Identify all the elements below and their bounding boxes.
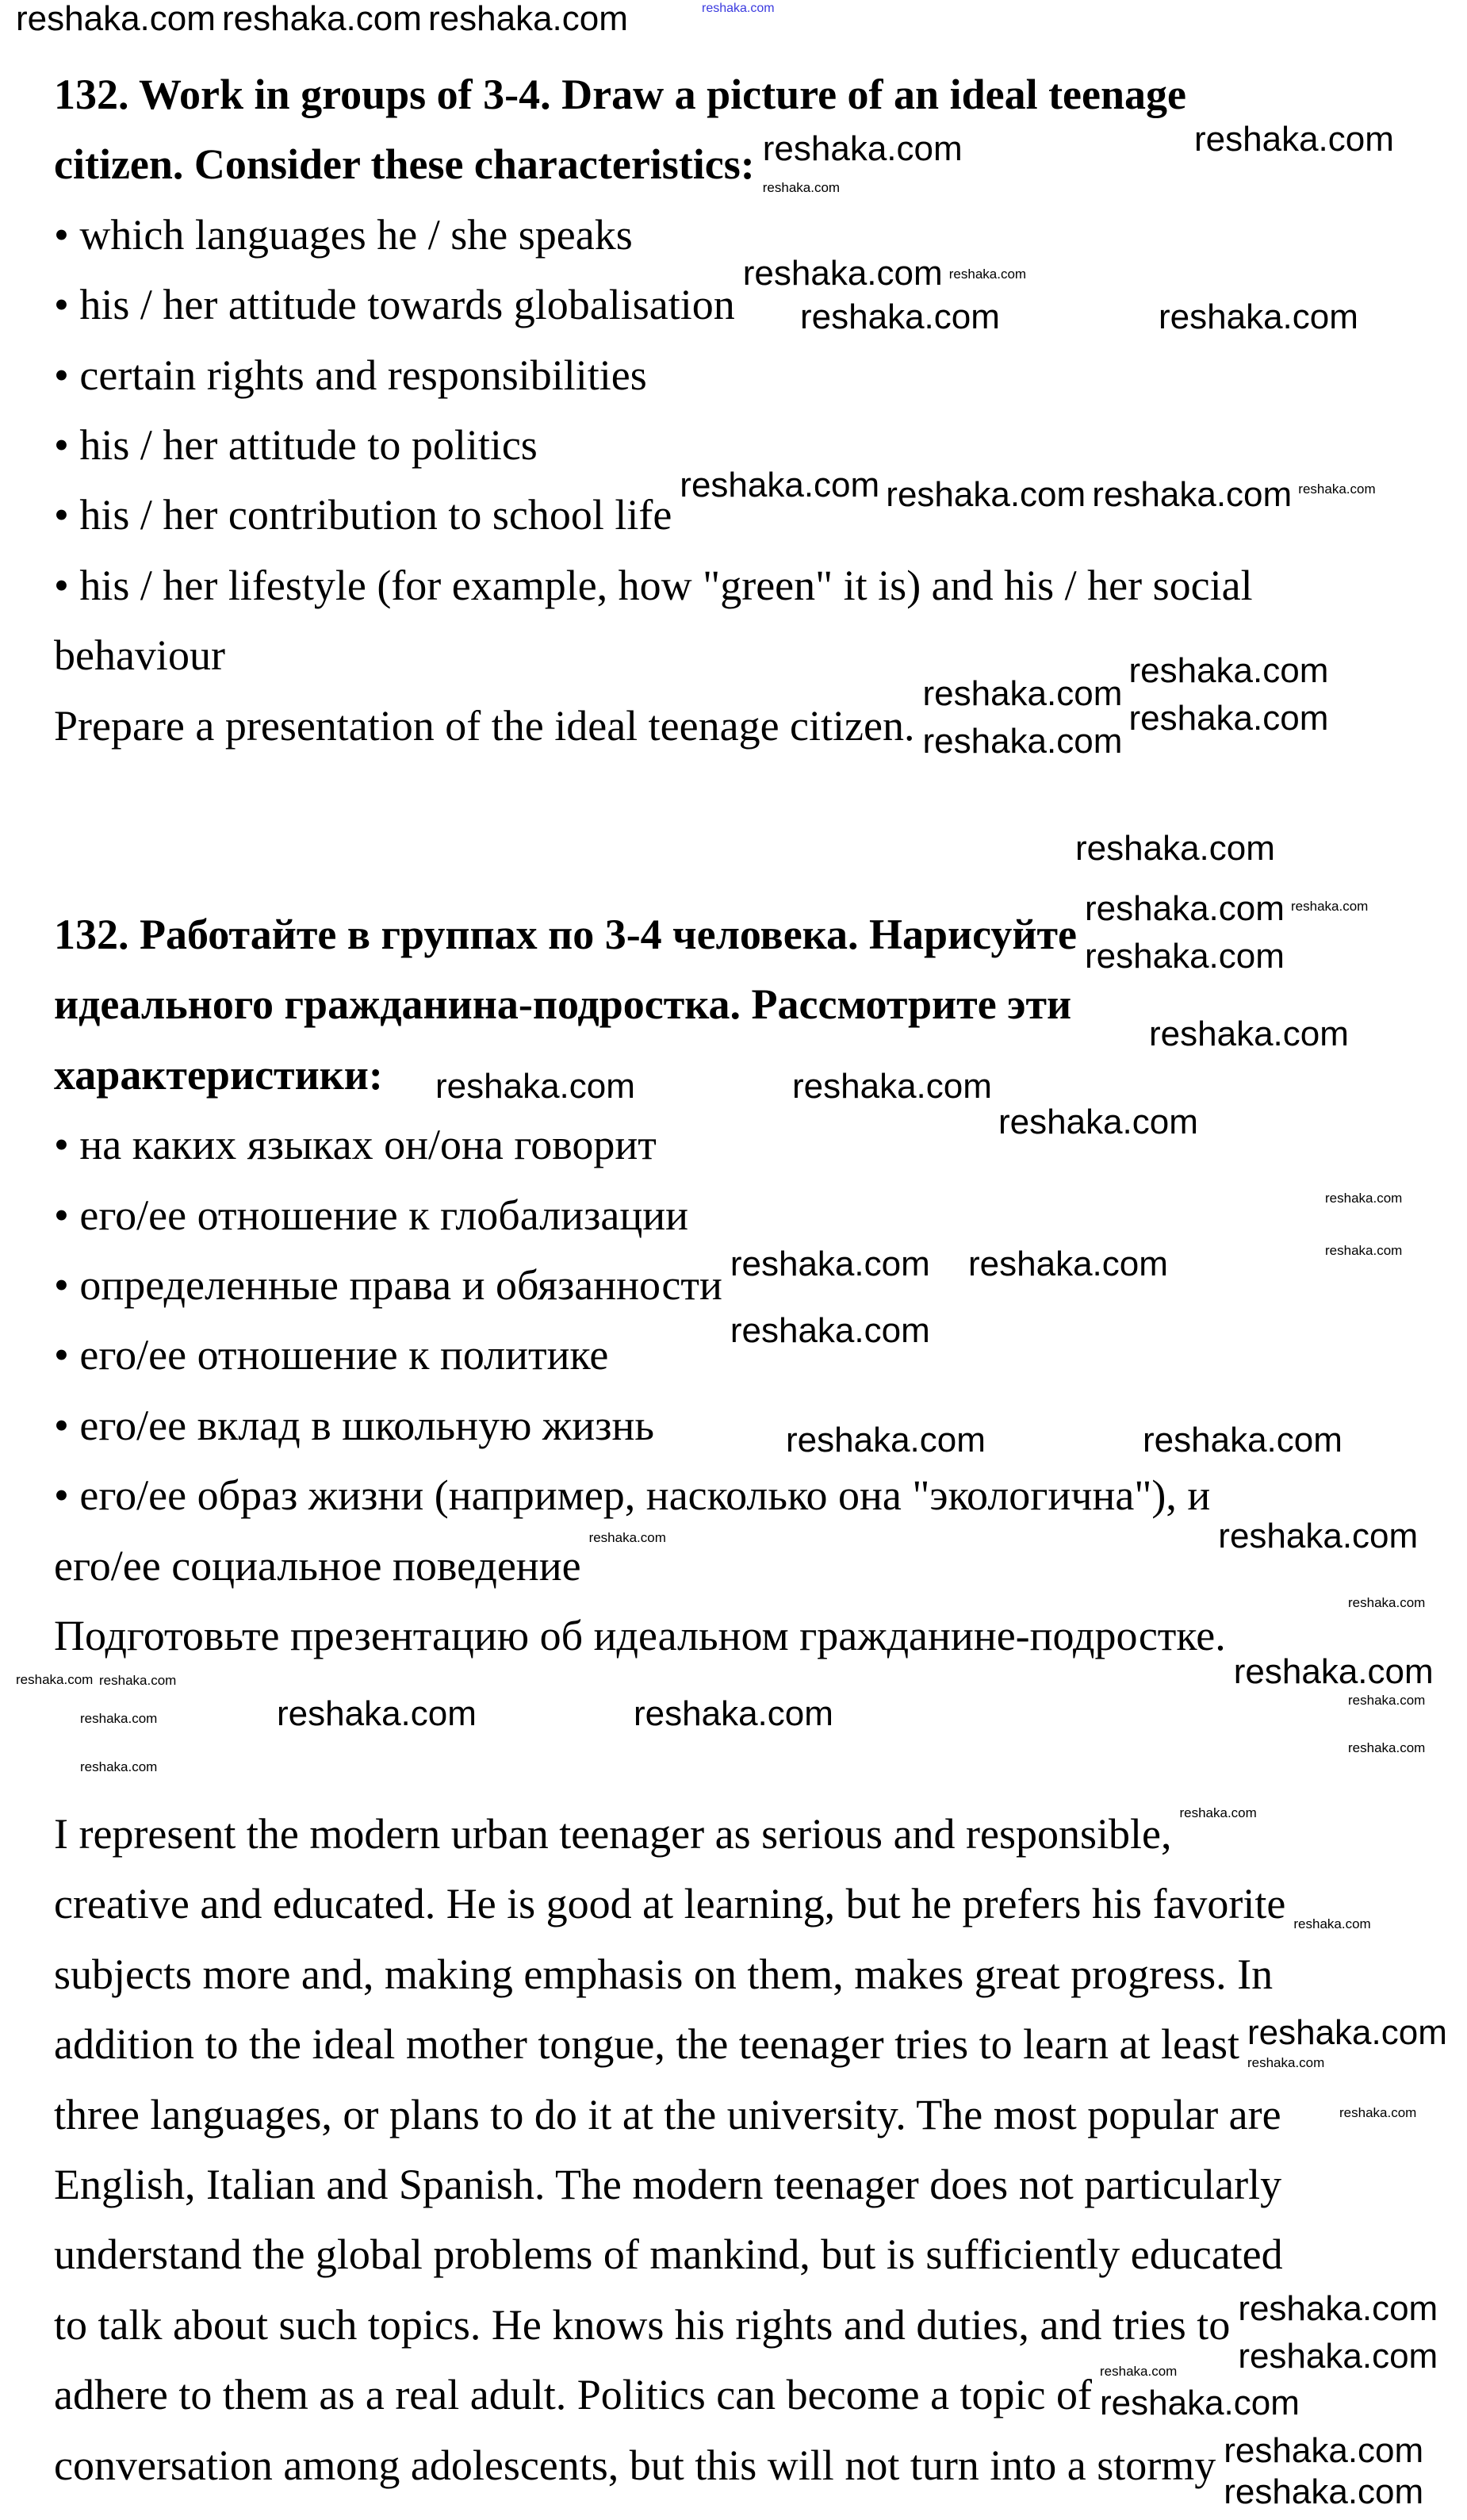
watermark: reshaka.com: [1238, 2289, 1438, 2328]
task-heading: идеального гражданина-подростка. Рассмотрите эти: [54, 980, 1072, 1029]
task-instruction: Prepare a presentation of the ideal teenage citizen.: [54, 701, 915, 750]
task-item: • certain rights and responsibilities: [54, 351, 647, 399]
answer-line: conversation among adolescents, but this will not turn into a stormy: [54, 2441, 1216, 2489]
watermark: reshaka.com: [1325, 1243, 1403, 1258]
watermark: reshaka.com: [16, 0, 216, 38]
task-instruction: Подготовьте презентацию об идеальном гражданине-подростке.: [54, 1612, 1226, 1660]
task-item: • его/ее образ жизни (например, насколько она "экологична"), и: [54, 1471, 1211, 1520]
task-russian: [54, 899, 1226, 1670]
watermark: reshaka.com: [435, 1067, 635, 1106]
watermark: reshaka.com: [730, 1311, 930, 1350]
watermark: reshaka.com: [1238, 2337, 1438, 2376]
watermark: reshaka.com: [428, 0, 628, 38]
answer-line: I represent the modern urban teenager as serious and responsible,: [54, 1810, 1172, 1858]
task-item: • his / her attitude towards globalisation: [54, 281, 735, 329]
task-item: • which languages he / she speaks: [54, 210, 633, 259]
task-item: • на каких языках он/она говорит: [54, 1121, 657, 1169]
answer-line: three languages, or plans to do it at the university. The most popular are: [54, 2090, 1281, 2138]
task-item: • определенные права и обязанности: [54, 1261, 722, 1310]
watermark: reshaka.com: [80, 1759, 158, 1774]
answer-line: understand the global problems of mankind, but is sufficiently educated: [54, 2230, 1283, 2279]
watermark: reshaka.com: [800, 297, 1000, 336]
watermark: reshaka.com: [742, 254, 943, 293]
watermark: reshaka.com: [1339, 2105, 1417, 2120]
watermark: reshaka.com: [1075, 829, 1275, 868]
task-item: • his / her attitude to politics: [54, 421, 538, 470]
task-item: • his / her contribution to school life: [54, 491, 672, 539]
answer-line: creative and educated. He is good at learning, but he prefers his favorite: [54, 1880, 1286, 1928]
task-item: • его/ее отношение к политике: [54, 1331, 609, 1379]
watermark: reshaka.com: [1233, 1652, 1434, 1691]
watermark: reshaka.com: [1348, 1693, 1426, 1708]
watermark: reshaka.com: [968, 1245, 1168, 1283]
watermark: reshaka.com: [680, 466, 880, 504]
watermark: reshaka.com: [1128, 699, 1329, 738]
watermark: reshaka.com: [588, 1530, 666, 1545]
watermark: reshaka.com: [1143, 1421, 1343, 1459]
watermark: reshaka.com: [80, 1711, 158, 1726]
watermark: reshaka.com: [1247, 2013, 1447, 2052]
watermark: reshaka.com: [1348, 1740, 1426, 1755]
watermark: reshaka.com: [1194, 120, 1394, 159]
watermark: reshaka.com: [1224, 2431, 1424, 2470]
watermark: reshaka.com: [762, 129, 963, 168]
watermark: reshaka.com: [1085, 937, 1285, 976]
watermark: reshaka.com: [886, 475, 1086, 514]
watermark: reshaka.com: [1218, 1517, 1419, 1555]
watermark: reshaka.com: [1224, 2472, 1424, 2511]
task-heading: 132. Работайте в группах по 3-4 человека. Нарисуйте: [54, 911, 1077, 958]
watermark: reshaka.com: [1179, 1805, 1257, 1820]
task-item: • его/ее вклад в школьную жизнь: [54, 1401, 654, 1449]
watermark: reshaka.com: [1159, 297, 1358, 336]
watermark: reshaka.com: [1100, 2384, 1300, 2422]
answer-line: addition to the ideal mother tongue, the teenager tries to learn at least: [54, 2020, 1239, 2069]
watermark: reshaka.com: [1298, 481, 1376, 497]
watermark: reshaka.com: [1247, 2055, 1325, 2070]
watermark: reshaka.com: [762, 180, 841, 195]
watermark: reshaka.com: [634, 1694, 833, 1733]
answer-line: to talk about such topics. He knows his rights and duties, and tries to: [54, 2300, 1231, 2349]
watermark: reshaka.com: [922, 674, 1123, 713]
watermark: reshaka.com: [786, 1421, 986, 1459]
watermark: reshaka.com: [730, 1245, 930, 1283]
watermark: reshaka.com: [1149, 1015, 1349, 1053]
watermark: reshaka.com: [277, 1694, 477, 1733]
watermark: reshaka.com: [922, 722, 1123, 761]
answer-line: English, Italian and Spanish. The modern teenager does not particularly: [54, 2161, 1282, 2209]
watermark: reshaka.com: [1085, 889, 1285, 928]
watermark: reshaka.com: [792, 1067, 992, 1106]
answer-line: adhere to them as a real adult. Politics can become a topic of: [54, 2371, 1092, 2419]
watermark: reshaka.com: [1293, 1916, 1371, 1931]
task-heading: citizen. Consider these characteristics:: [54, 140, 755, 189]
watermark: reshaka.com: [1092, 475, 1293, 514]
task-item: • его/ее отношение к глобализации: [54, 1191, 689, 1239]
answer-line: subjects more and, making emphasis on them, makes great progress. In: [54, 1950, 1274, 1998]
task-item: • his / her lifestyle (for example, how "green" it is) and his / her social: [54, 561, 1253, 609]
task-heading: характеристики:: [54, 1050, 383, 1099]
watermark: reshaka.com: [998, 1103, 1198, 1141]
watermark: reshaka.com: [99, 1673, 177, 1688]
watermark: reshaka.com: [1291, 899, 1369, 914]
task-heading: 132. Work in groups of 3-4. Draw a picture of an ideal teenage: [54, 71, 1186, 118]
task-item: его/ее социальное поведение: [54, 1541, 581, 1590]
task-english: [54, 59, 1253, 761]
watermark: reshaka.com: [1348, 1595, 1426, 1610]
watermark: reshaka.com: [1100, 2364, 1178, 2379]
task-item: behaviour: [54, 631, 225, 680]
watermark: reshaka.com: [16, 1672, 94, 1687]
watermark: reshaka.com: [948, 267, 1027, 282]
watermark: reshaka.com: [1325, 1191, 1403, 1206]
watermark: reshaka.com: [222, 0, 422, 38]
header-watermark: reshaka.com: [702, 2, 775, 15]
watermark: reshaka.com: [1128, 651, 1329, 690]
